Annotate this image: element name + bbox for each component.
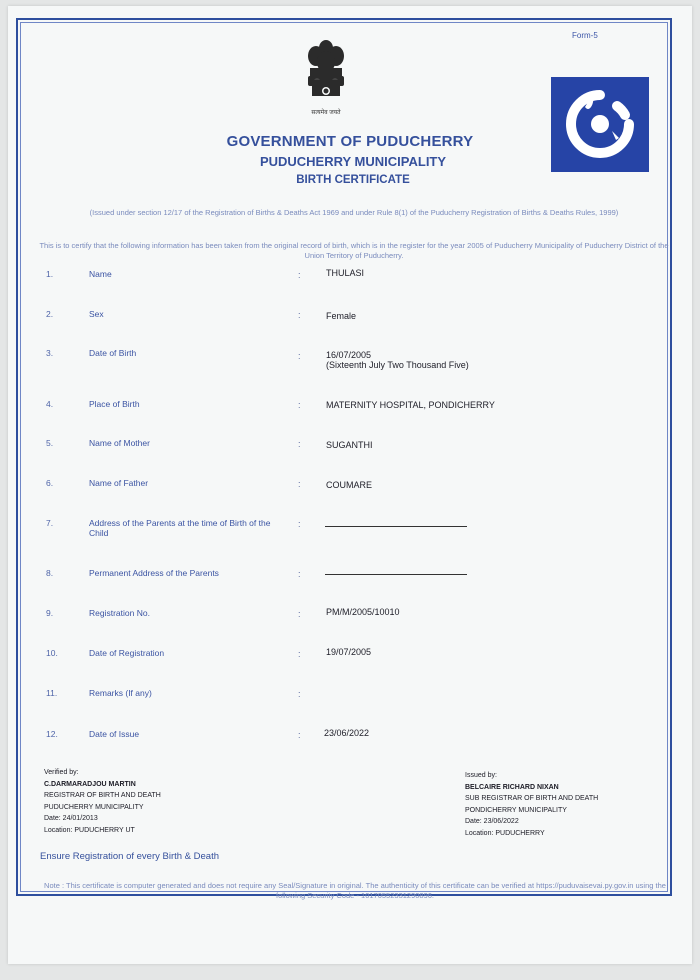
verified-by-block: [44, 767, 161, 836]
field-value: COUMARE: [326, 480, 373, 490]
issued-date: Date: 23/06/2022: [465, 818, 519, 825]
field-value: SUGANTHI: [326, 440, 373, 450]
field-row-address-at-birth: [0, 518, 700, 548]
ensure-registration-text: Ensure Registration of every Birth & Death: [40, 851, 220, 862]
field-number: 4.: [46, 399, 54, 409]
field-row-date-of-birth: [0, 348, 700, 378]
field-label: Registration No.: [89, 608, 150, 618]
verified-date: Date: 24/01/2013: [44, 815, 98, 822]
field-number: 1.: [46, 269, 54, 279]
field-label: Date of Registration: [89, 648, 165, 658]
field-value: Female: [326, 311, 357, 321]
field-label: Name of Father: [89, 478, 149, 488]
field-row-place-of-birth: [0, 399, 700, 429]
verified-designation: REGISTRAR OF BIRTH AND DEATH: [44, 792, 161, 799]
field-colon: :: [298, 609, 301, 619]
blank-value-line: [325, 574, 467, 575]
issued-under-text: (Issued under section 12/17 of the Registration of Births & Deaths Act 1969 and under Rule 8(1) of the Puducherry Registration of Births & Deaths Rules, 1999): [89, 208, 619, 217]
field-label: Name: [89, 269, 112, 279]
certify-text: This is to certify that the following information has been taken from the original record of birth, which is in the register for the year 2005 of Puducherry Municipality of Puducherry District of the Union Territory of Puducherry.: [39, 241, 669, 260]
issued-office: PONDICHERRY MUNICIPALITY: [465, 806, 567, 814]
field-colon: :: [298, 519, 301, 529]
field-colon: :: [298, 400, 301, 410]
field-label: Address of the Parents at the time of Birth of the Child: [89, 518, 271, 538]
field-row-name: [0, 269, 700, 299]
field-colon: :: [298, 649, 301, 659]
verified-heading: Verified by:: [44, 769, 79, 776]
emblem-motto: सत्यमेव जयते: [311, 110, 341, 116]
field-colon: :: [298, 351, 301, 361]
field-colon: :: [298, 310, 301, 320]
field-number: 3.: [46, 348, 54, 358]
field-value: THULASI: [326, 268, 365, 278]
field-row-remarks: [0, 688, 700, 718]
issued-designation: SUB REGISTRAR OF BIRTH AND DEATH: [465, 795, 599, 802]
field-value: PM/M/2005/10010: [326, 607, 400, 617]
field-row-sex: [0, 309, 700, 339]
field-label: Name of Mother: [89, 438, 150, 448]
header-government: GOVERNMENT OF PUDUCHERRY: [226, 133, 474, 150]
header-certificate-title: BIRTH CERTIFICATE: [296, 174, 410, 186]
field-colon: :: [298, 730, 301, 740]
field-row-registration-no: [0, 608, 700, 638]
form-number: Form-5: [572, 31, 598, 40]
issued-name: BELCAIRE RICHARD NIXAN: [465, 783, 559, 791]
field-value: 19/07/2005: [326, 647, 372, 657]
field-row-mother: [0, 438, 700, 468]
field-number: 2.: [46, 309, 54, 319]
national-emblem-icon: [300, 36, 352, 120]
issued-heading: Issued by:: [465, 772, 497, 779]
field-label: Permanent Address of the Parents: [89, 568, 219, 578]
field-number: 6.: [46, 478, 54, 488]
verified-name: C.DARMARADJOU MARTIN: [44, 780, 136, 788]
field-row-father: [0, 478, 700, 508]
field-label: Sex: [89, 309, 104, 319]
field-colon: :: [298, 439, 301, 449]
field-row-date-of-registration: [0, 648, 700, 678]
issued-by-block: [465, 770, 598, 839]
authenticity-note: Note : This certificate is computer generated and does not require any Seal/Signature in original. The authenticity of this certificate can be verified at https://puduvaisevai.py.gov.in using the following Security Code - 10170552331290896.: [44, 881, 666, 900]
field-colon: :: [298, 569, 301, 579]
field-label: Date of Issue: [89, 729, 140, 739]
field-label: Place of Birth: [89, 399, 140, 409]
field-colon: :: [298, 689, 301, 699]
blank-value-line: [325, 526, 467, 527]
issued-location: Location: PUDUCHERRY: [465, 829, 545, 837]
field-number: 8.: [46, 568, 54, 578]
verified-office: PUDUCHERRY MUNICIPALITY: [44, 803, 144, 811]
field-value: 23/06/2022: [324, 728, 370, 738]
field-number: 5.: [46, 438, 54, 448]
field-label: Date of Birth: [89, 348, 137, 358]
field-number: 11.: [46, 688, 58, 698]
field-number: 7.: [46, 518, 54, 528]
field-value-words: (Sixteenth July Two Thousand Five): [326, 360, 469, 370]
field-value: 16/07/2005: [326, 350, 372, 360]
field-row-permanent-address: [0, 568, 700, 598]
field-colon: :: [298, 270, 301, 280]
field-number: 10.: [46, 648, 58, 658]
field-number: 12.: [46, 729, 58, 739]
header-municipality: PUDUCHERRY MUNICIPALITY: [259, 154, 447, 169]
field-colon: :: [298, 479, 301, 489]
field-value: MATERNITY HOSPITAL, PONDICHERRY: [326, 400, 495, 410]
field-row-date-of-issue: [0, 729, 700, 759]
field-label: Remarks (If any): [89, 688, 152, 698]
field-number: 9.: [46, 608, 54, 618]
verified-location: Location: PUDUCHERRY UT: [44, 826, 135, 834]
